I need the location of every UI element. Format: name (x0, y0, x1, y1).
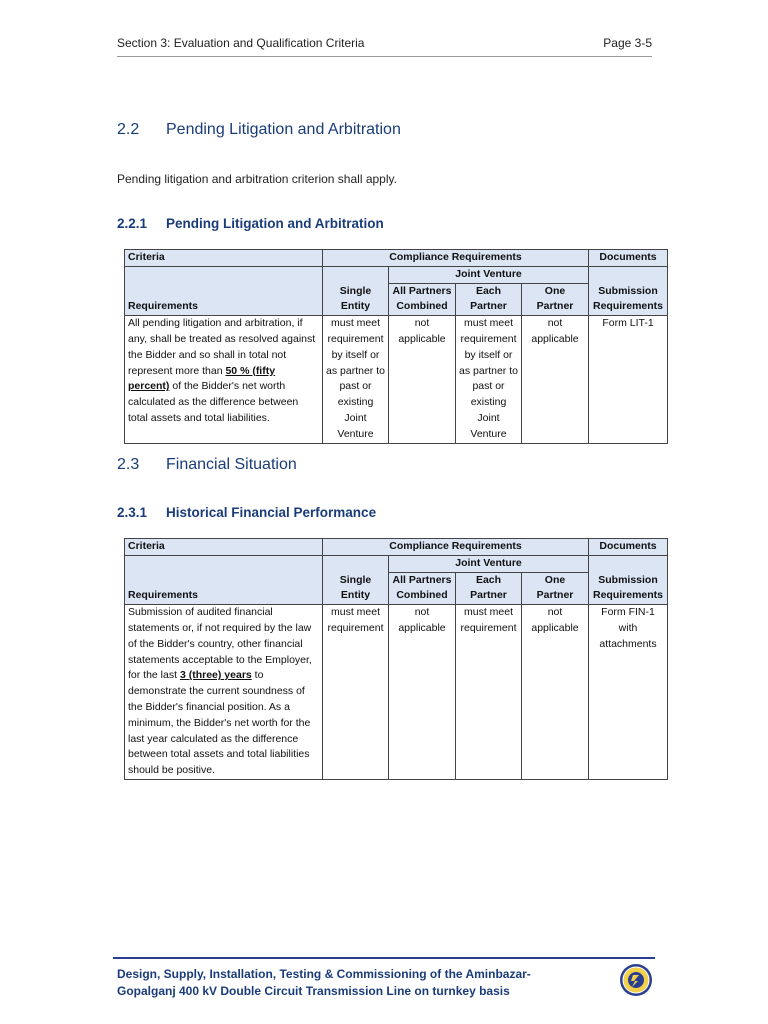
footer-divider (113, 957, 655, 959)
requirement-text: Submission of audited financial statements or, if not required by the law of the Bidder's country, other financial statements acceptable to the Employer, for the last 3 (three) years to demonstrate the current soundness of the Bidder's financial position. As a minimum, the Bidder's net worth for the last year calculated as the difference between total assets and total liabilities should be positive. (125, 605, 323, 780)
joint-venture-header: Joint Venture (389, 266, 589, 283)
heading-2-2-1 (117, 216, 384, 231)
financial-performance-table (124, 538, 668, 780)
single-entity-cell: must meet requirement by itself or as partner to past or existing Joint Venture (323, 316, 389, 443)
table-row (125, 605, 668, 780)
heading-number: 2.3.1 (117, 505, 148, 520)
submission-cell: Form FIN-1 with attachments (589, 605, 668, 780)
documents-header: Documents (589, 539, 668, 556)
highlight-threshold: 50 % (fifty percent) (128, 364, 276, 393)
compliance-header: Compliance Requirements (323, 250, 589, 267)
heading-2-3 (117, 456, 297, 474)
heading-number: 2.3 (117, 456, 140, 473)
all-partners-header: All Partners Combined (389, 283, 456, 316)
all-partners-cell: not applicable (389, 316, 456, 443)
footer-project-title: Design, Supply, Installation, Testing & Commissioning of the Aminbazar-Gopalganj 400 kV Double Circuit Transmission Line on turnkey basis (117, 967, 531, 998)
heading-title: Historical Financial Performance (166, 505, 377, 520)
each-partner-header: Each Partner (456, 572, 522, 605)
criteria-header: Criteria (125, 539, 323, 556)
intro-paragraph: Pending litigation and arbitration criterion shall apply. (117, 172, 397, 186)
heading-number: 2.2.1 (117, 216, 148, 231)
single-entity-header: Single Entity (323, 266, 389, 315)
one-partner-header: One Partner (522, 283, 589, 316)
litigation-criteria-table (124, 249, 668, 444)
documents-header: Documents (589, 250, 668, 267)
header-divider (117, 56, 652, 57)
criteria-header: Criteria (125, 250, 323, 267)
requirement-text: All pending litigation and arbitration, if any, shall be treated as resolved against the Bidder and so shall in total not represent more than 50 % (fifty percent) of the Bidder's net worth calculated as the difference between total assets and total liabilities. (125, 316, 323, 443)
utility-seal-logo-icon (619, 963, 653, 997)
all-partners-cell: not applicable (389, 605, 456, 780)
requirements-header: Requirements (125, 266, 323, 315)
requirements-header: Requirements (125, 555, 323, 604)
submission-cell: Form LIT-1 (589, 316, 668, 443)
single-entity-cell: must meet requirement (323, 605, 389, 780)
table-row (125, 316, 668, 443)
highlight-period: 3 (three) years (179, 669, 252, 682)
heading-number: 2.2 (117, 121, 140, 138)
heading-2-2 (117, 121, 401, 139)
heading-title: Pending Litigation and Arbitration (166, 216, 384, 231)
single-entity-header: Single Entity (323, 555, 389, 604)
one-partner-cell: not applicable (522, 316, 589, 443)
one-partner-header: One Partner (522, 572, 589, 605)
compliance-header: Compliance Requirements (323, 539, 589, 556)
each-partner-cell: must meet requirement (456, 605, 522, 780)
heading-title: Pending Litigation and Arbitration (166, 121, 401, 138)
joint-venture-header: Joint Venture (389, 555, 589, 572)
submission-requirements-header: Submission Requirements (589, 266, 668, 315)
heading-2-3-1 (117, 505, 376, 520)
running-header-page: Page 3-5 (603, 36, 652, 50)
heading-title: Financial Situation (166, 456, 297, 473)
one-partner-cell: not applicable (522, 605, 589, 780)
all-partners-header: All Partners Combined (389, 572, 456, 605)
running-header-section: Section 3: Evaluation and Qualification Criteria (117, 36, 365, 50)
each-partner-header: Each Partner (456, 283, 522, 316)
submission-requirements-header: Submission Requirements (589, 555, 668, 604)
each-partner-cell: must meet requirement by itself or as partner to past or existing Joint Venture (456, 316, 522, 443)
